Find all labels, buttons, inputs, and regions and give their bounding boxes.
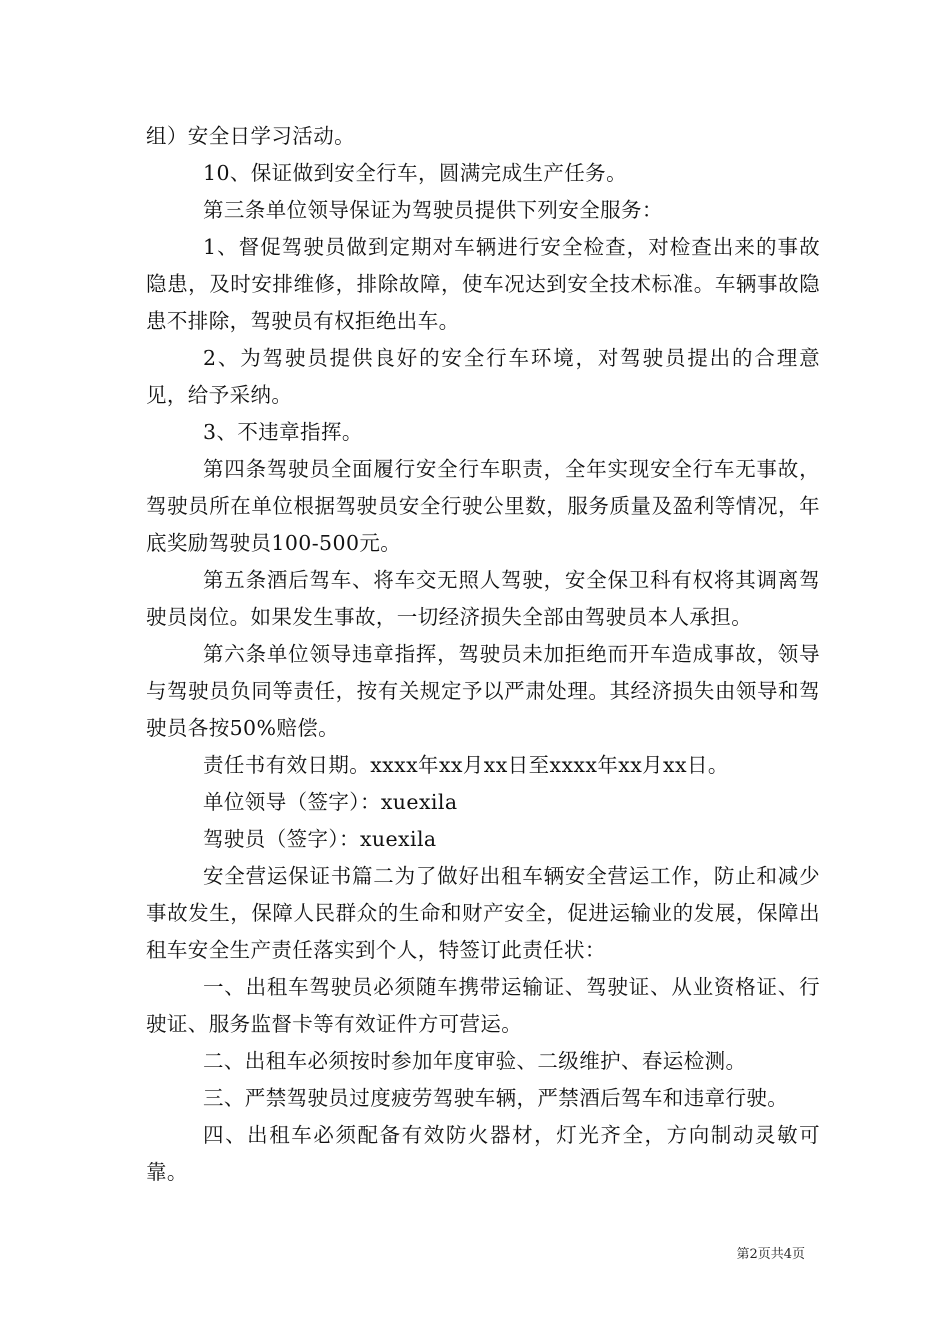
- paragraph-9: 第六条单位领导违章指挥，驾驶员未加拒绝而开车造成事故，领导与驾驶员负同等责任，按有关规定予以严肃处理。其经济损失由领导和驾驶员各按50%赔偿。: [146, 642, 820, 740]
- paragraph-1: 组）安全日学习活动。: [146, 124, 355, 148]
- paragraph-14: 一、出租车驾驶员必须随车携带运输证、驾驶证、从业资格证、行驶证、服务监督卡等有效证件方可营运。: [146, 975, 820, 1036]
- paragraph-6: 3、不违章指挥。: [203, 420, 363, 444]
- paragraph-2: 10、保证做到安全行车，圆满完成生产任务。: [203, 161, 627, 185]
- page-number: 第2页共4页: [736, 1247, 805, 1262]
- paragraph-15: 二、出租车必须按时参加年度审验、二级维护、春运检测。: [203, 1049, 747, 1073]
- paragraph-5: 2、为驾驶员提供良好的安全行车环境，对驾驶员提出的合理意见，给予采纳。: [146, 346, 820, 407]
- paragraph-3: 第三条单位领导保证为驾驶员提供下列安全服务：: [203, 198, 663, 222]
- paragraph-4: 1、督促驾驶员做到定期对车辆进行安全检查，对检查出来的事故隐患，及时安排维修，排除故障，使车况达到安全技术标准。车辆事故隐患不排除，驾驶员有权拒绝出车。: [146, 235, 820, 333]
- paragraph-8: 第五条酒后驾车、将车交无照人驾驶，安全保卫科有权将其调离驾驶员岗位。如果发生事故，一切经济损失全部由驾驶员本人承担。: [146, 568, 820, 629]
- paragraph-11: 单位领导（签字）：xuexila: [203, 790, 458, 814]
- paragraph-13: 安全营运保证书篇二为了做好出租车辆安全营运工作，防止和减少事故发生，保障人民群众的生命和财产安全，促进运输业的发展，保障出租车安全生产责任落实到个人，特签订此责任状：: [146, 864, 820, 962]
- paragraph-7: 第四条驾驶员全面履行安全行车职责，全年实现安全行车无事故，驾驶员所在单位根据驾驶员安全行驶公里数，服务质量及盈利等情况，年底奖励驾驶员100-500元。: [146, 457, 820, 555]
- paragraph-12: 驾驶员（签字）：xuexila: [203, 827, 437, 851]
- paragraph-16: 三、严禁驾驶员过度疲劳驾驶车辆，严禁酒后驾车和违章行驶。: [203, 1086, 789, 1110]
- document-body: [146, 118, 820, 1191]
- paragraph-17: 四、出租车必须配备有效防火器材，灯光齐全，方向制动灵敏可靠。: [146, 1123, 820, 1184]
- paragraph-10: 责任书有效日期。xxxx年xx月xx日至xxxx年xx月xx日。: [203, 753, 729, 777]
